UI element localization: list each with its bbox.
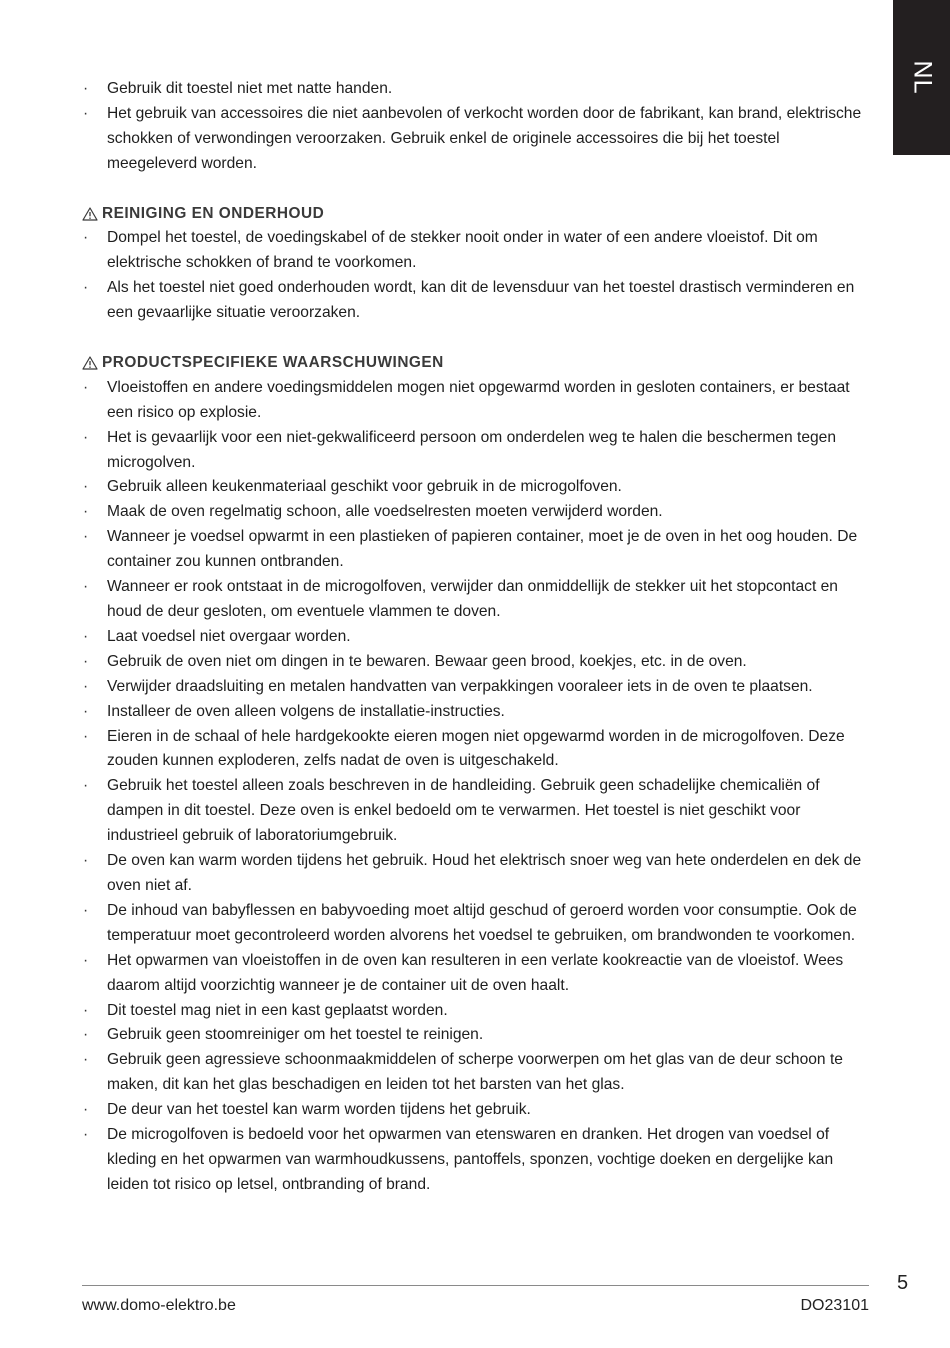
footer-url: www.domo-elektro.be xyxy=(82,1297,236,1314)
list-item: · Dompel het toestel, de voedingskabel of de stekker nooit onder in water of een andere vloeistof. Dit om elektrische schokken of brand te voorkomen. xyxy=(82,226,872,276)
footer-divider xyxy=(82,1285,869,1286)
warning-triangle-icon xyxy=(82,207,98,221)
language-tab xyxy=(893,0,950,155)
list-item: · Gebruik het toestel alleen zoals beschreven in de handleiding. Gebruik geen schadelijke chemicaliën of dampen in dit toestel. Deze oven is enkel bedoeld om te verwarmen. Het toestel is niet geschikt voor industrieel gebruik of laboratoriumgebruik. xyxy=(82,774,872,849)
section-list xyxy=(82,226,872,326)
language-tab-label: NL xyxy=(908,60,936,95)
intro-list xyxy=(82,77,872,177)
section-product-warnings xyxy=(82,351,872,1198)
footer-model-number: DO23101 xyxy=(800,1297,869,1314)
list-item: · Vloeistoffen en andere voedingsmiddelen mogen niet opgewarmd worden in gesloten containers, er bestaat een risico op explosie. xyxy=(82,376,872,426)
list-item: · Gebruik geen agressieve schoonmaakmiddelen of scherpe voorwerpen om het glas van de deur schoon te maken, dit kan het glas beschadigen en leiden tot het barsten van het glas. xyxy=(82,1048,872,1098)
list-item: · Het opwarmen van vloeistoffen in de oven kan resulteren in een verlate kookreactie van de vloeistof. Wees daarom altijd voorzichtig wanneer je de container uit de oven haalt. xyxy=(82,949,872,999)
section-heading-text: PRODUCTSPECIFIEKE WAARSCHUWINGEN xyxy=(102,353,444,371)
list-item: · Het is gevaarlijk voor een niet-gekwalificeerd persoon om onderdelen weg te halen die beschermen tegen microgolven. xyxy=(82,426,872,476)
section-heading xyxy=(82,202,872,227)
list-item: · Het gebruik van accessoires die niet aanbevolen of verkocht worden door de fabrikant, kan brand, elektrische schokken of verwondingen veroorzaken. Gebruik enkel de originele accessoires die bij het toestel meegeleverd worden. xyxy=(82,102,872,177)
list-item: · De microgolfoven is bedoeld voor het opwarmen van etenswaren en dranken. Het drogen van voedsel of kleding en het opwarmen van warmhoudkussens, pantoffels, sponzen, vochtige doeken en dergelijke kan leiden tot risico op letsel, ontbranding of brand. xyxy=(82,1123,872,1198)
list-item: · Laat voedsel niet overgaar worden. xyxy=(82,625,872,650)
list-item: · Wanneer je voedsel opwarmt in een plastieken of papieren container, moet je de oven in het oog houden. De container zou kunnen ontbranden. xyxy=(82,525,872,575)
list-item: · Als het toestel niet goed onderhouden wordt, kan dit de levensduur van het toestel drastisch verminderen en een gevaarlijke situatie veroorzaken. xyxy=(82,276,872,326)
section-heading xyxy=(82,351,872,376)
page-number: 5 xyxy=(897,1272,909,1294)
list-item: · Verwijder draadsluiting en metalen handvatten van verpakkingen vooraleer iets in de oven te plaatsen. xyxy=(82,675,872,700)
section-heading-text: REINIGING EN ONDERHOUD xyxy=(102,204,325,222)
list-item: · Maak de oven regelmatig schoon, alle voedselresten moeten verwijderd worden. xyxy=(82,500,872,525)
list-item: · Dit toestel mag niet in een kast geplaatst worden. xyxy=(82,999,872,1024)
list-item: · Wanneer er rook ontstaat in de microgolfoven, verwijder dan onmiddellijk de stekker uit het stopcontact en houd de deur gesloten, om eventuele vlammen te doven. xyxy=(82,575,872,625)
list-item: · Gebruik de oven niet om dingen in te bewaren. Bewaar geen brood, koekjes, etc. in de oven. xyxy=(82,650,872,675)
page-content xyxy=(82,77,872,1198)
list-item: · Installeer de oven alleen volgens de installatie-instructies. xyxy=(82,700,872,725)
list-item: · Gebruik dit toestel niet met natte handen. xyxy=(82,77,872,102)
list-item: · De deur van het toestel kan warm worden tijdens het gebruik. xyxy=(82,1098,872,1123)
list-item: · Gebruik alleen keukenmateriaal geschikt voor gebruik in de microgolfoven. xyxy=(82,475,872,500)
warning-triangle-icon xyxy=(82,356,98,370)
list-item: · Gebruik geen stoomreiniger om het toestel te reinigen. xyxy=(82,1023,872,1048)
list-item: · Eieren in de schaal of hele hardgekookte eieren mogen niet opgewarmd worden in de microgolfoven. Deze zouden kunnen exploderen, zelfs nadat de oven is uitgeschakeld. xyxy=(82,725,872,775)
section-list xyxy=(82,376,872,1198)
section-cleaning-maintenance xyxy=(82,202,872,327)
list-item: · De oven kan warm worden tijdens het gebruik. Houd het elektrisch snoer weg van hete onderdelen en dek de oven niet af. xyxy=(82,849,872,899)
list-item: · De inhoud van babyflessen en babyvoeding moet altijd geschud of geroerd worden voor consumptie. Ook de temperatuur moet gecontroleerd worden alvorens het voedsel te gebruiken, om brandwonden te voorkomen. xyxy=(82,899,872,949)
